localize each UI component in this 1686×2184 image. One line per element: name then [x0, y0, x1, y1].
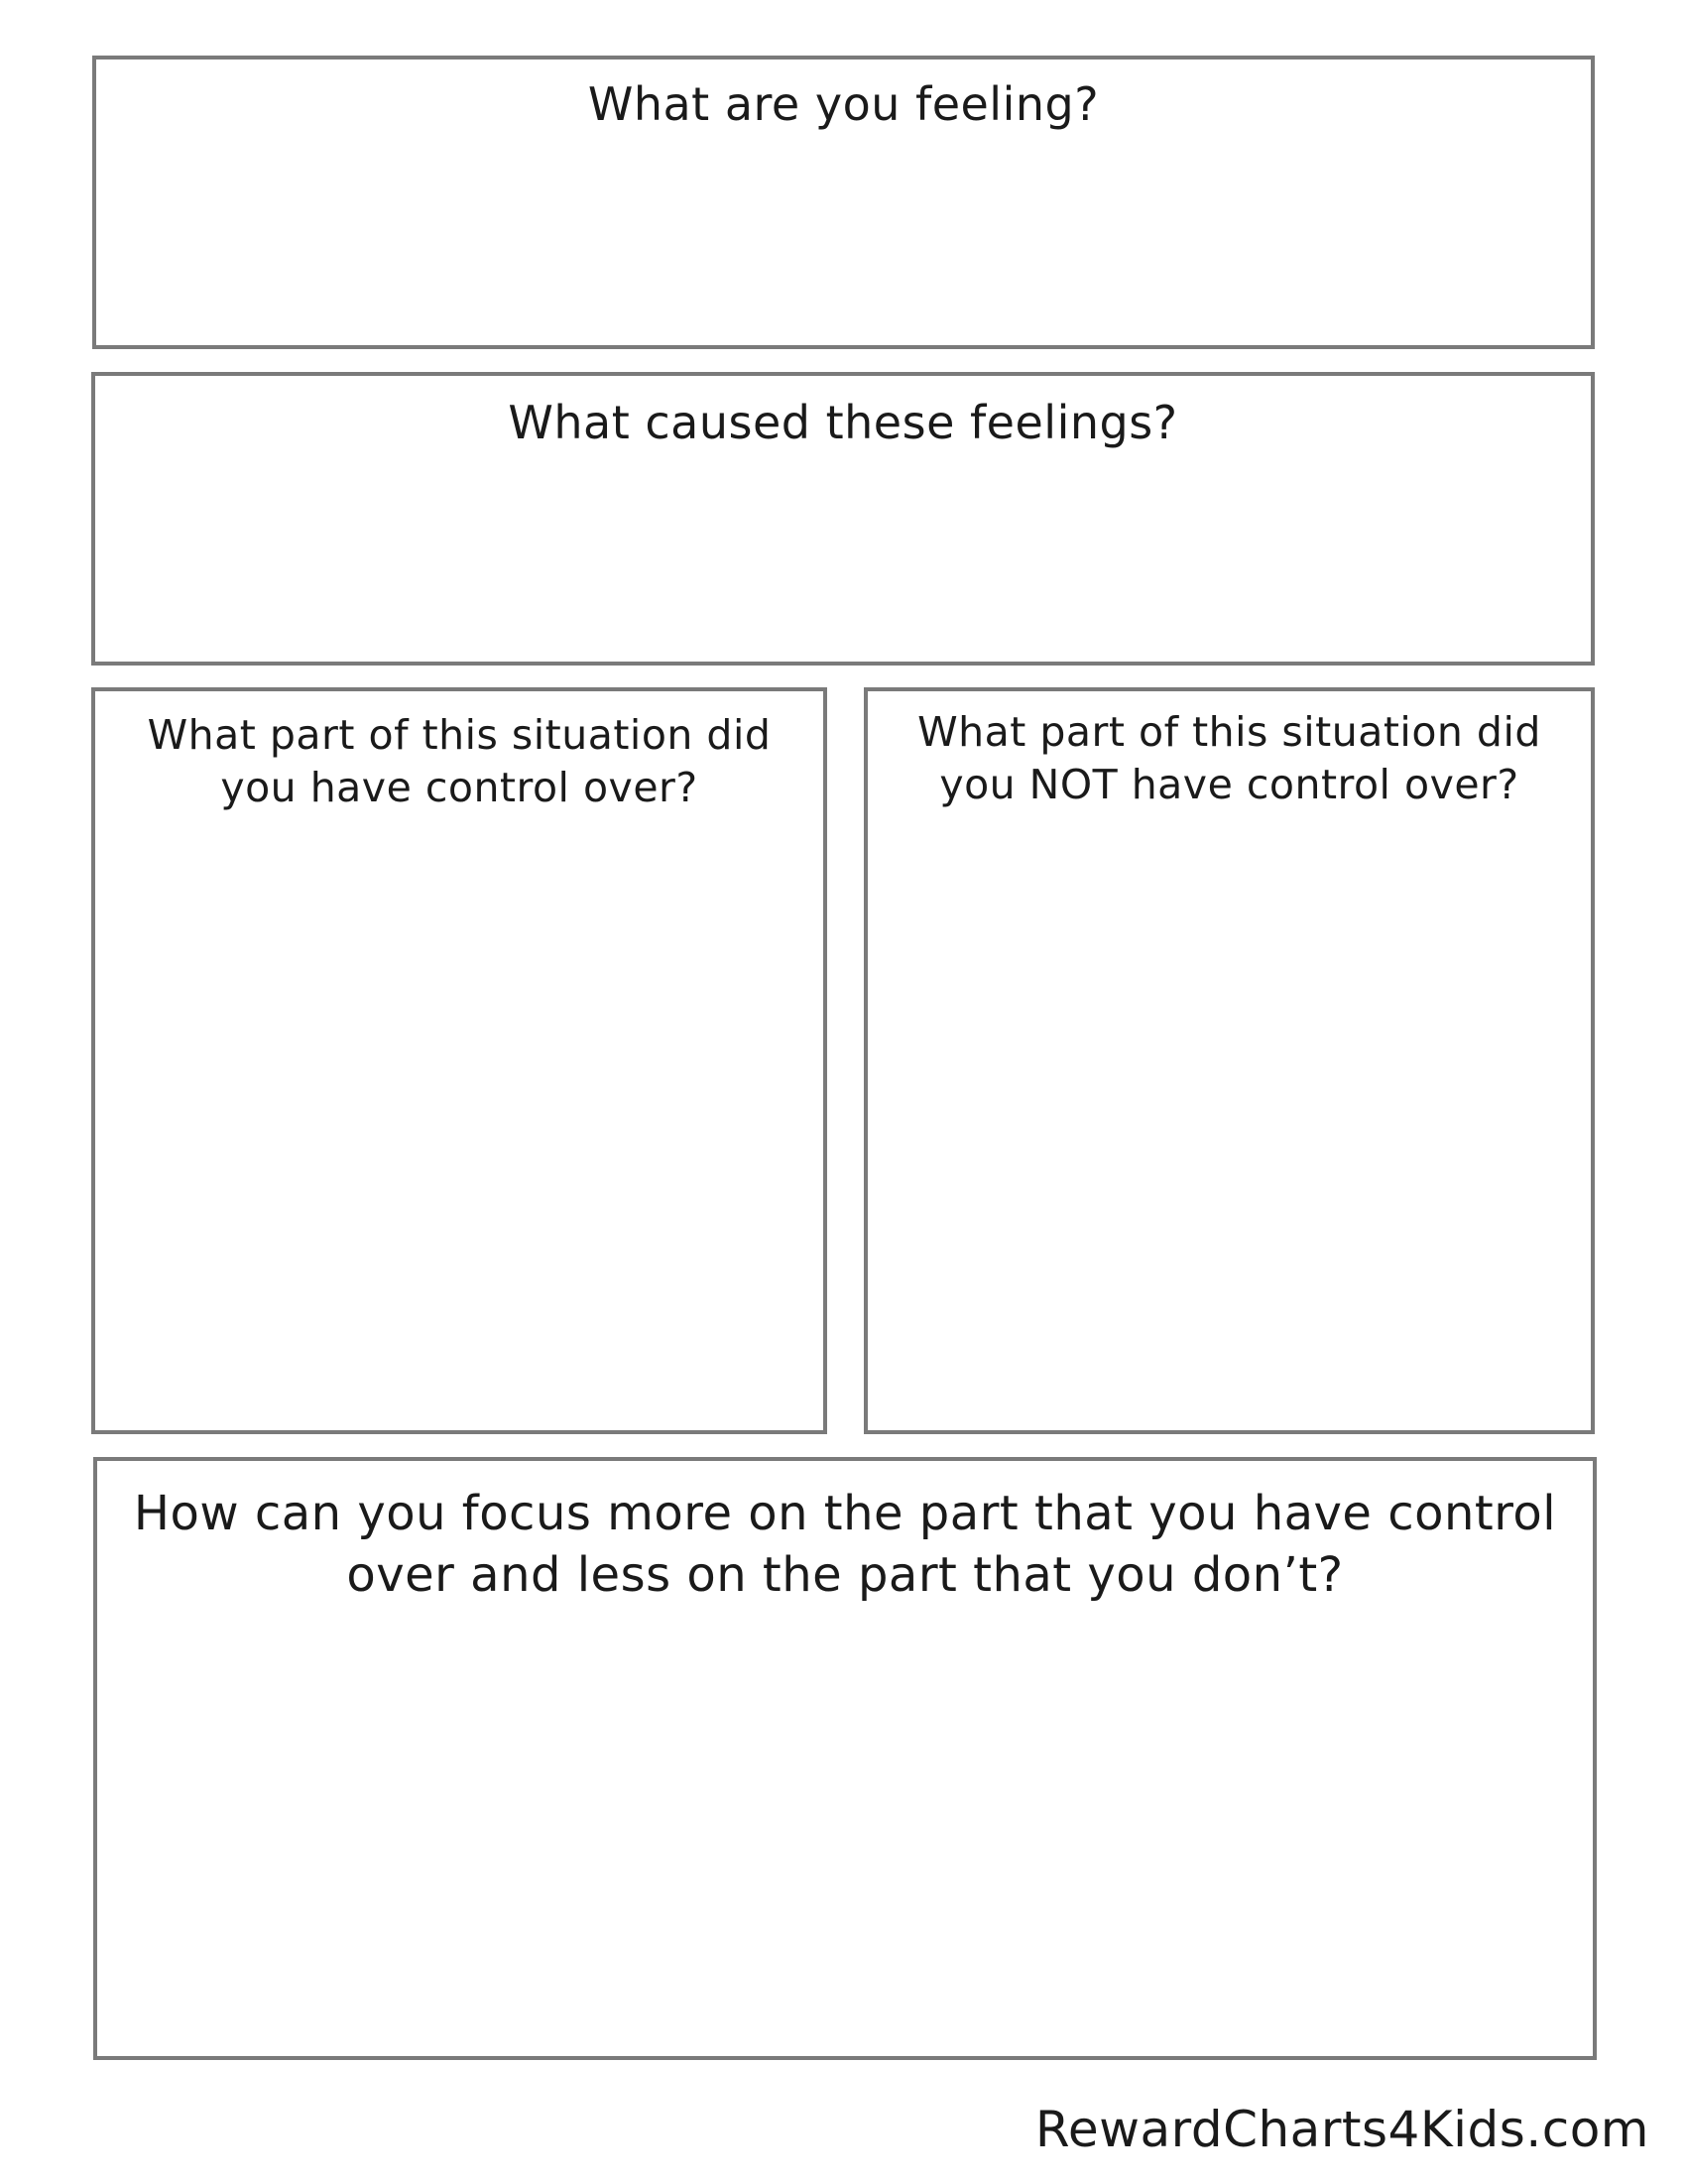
- no-control-box[interactable]: [864, 687, 1595, 1434]
- no-control-prompt: What part of this situation did you NOT have control over?: [917, 708, 1541, 808]
- focus-prompt: How can you focus more on the part that you have control over and less on the part that you don’t?: [133, 1486, 1557, 1603]
- cause-prompt: What caused these feelings?: [508, 396, 1178, 449]
- feeling-box[interactable]: [92, 56, 1595, 349]
- control-box[interactable]: [91, 687, 827, 1434]
- control-prompt: What part of this situation did you have control over?: [147, 711, 772, 811]
- footer-site-name: RewardCharts4Kids.com: [1034, 2101, 1649, 2158]
- focus-box[interactable]: [93, 1457, 1597, 2060]
- cause-box[interactable]: [91, 372, 1595, 666]
- feeling-prompt: What are you feeling?: [587, 77, 1100, 131]
